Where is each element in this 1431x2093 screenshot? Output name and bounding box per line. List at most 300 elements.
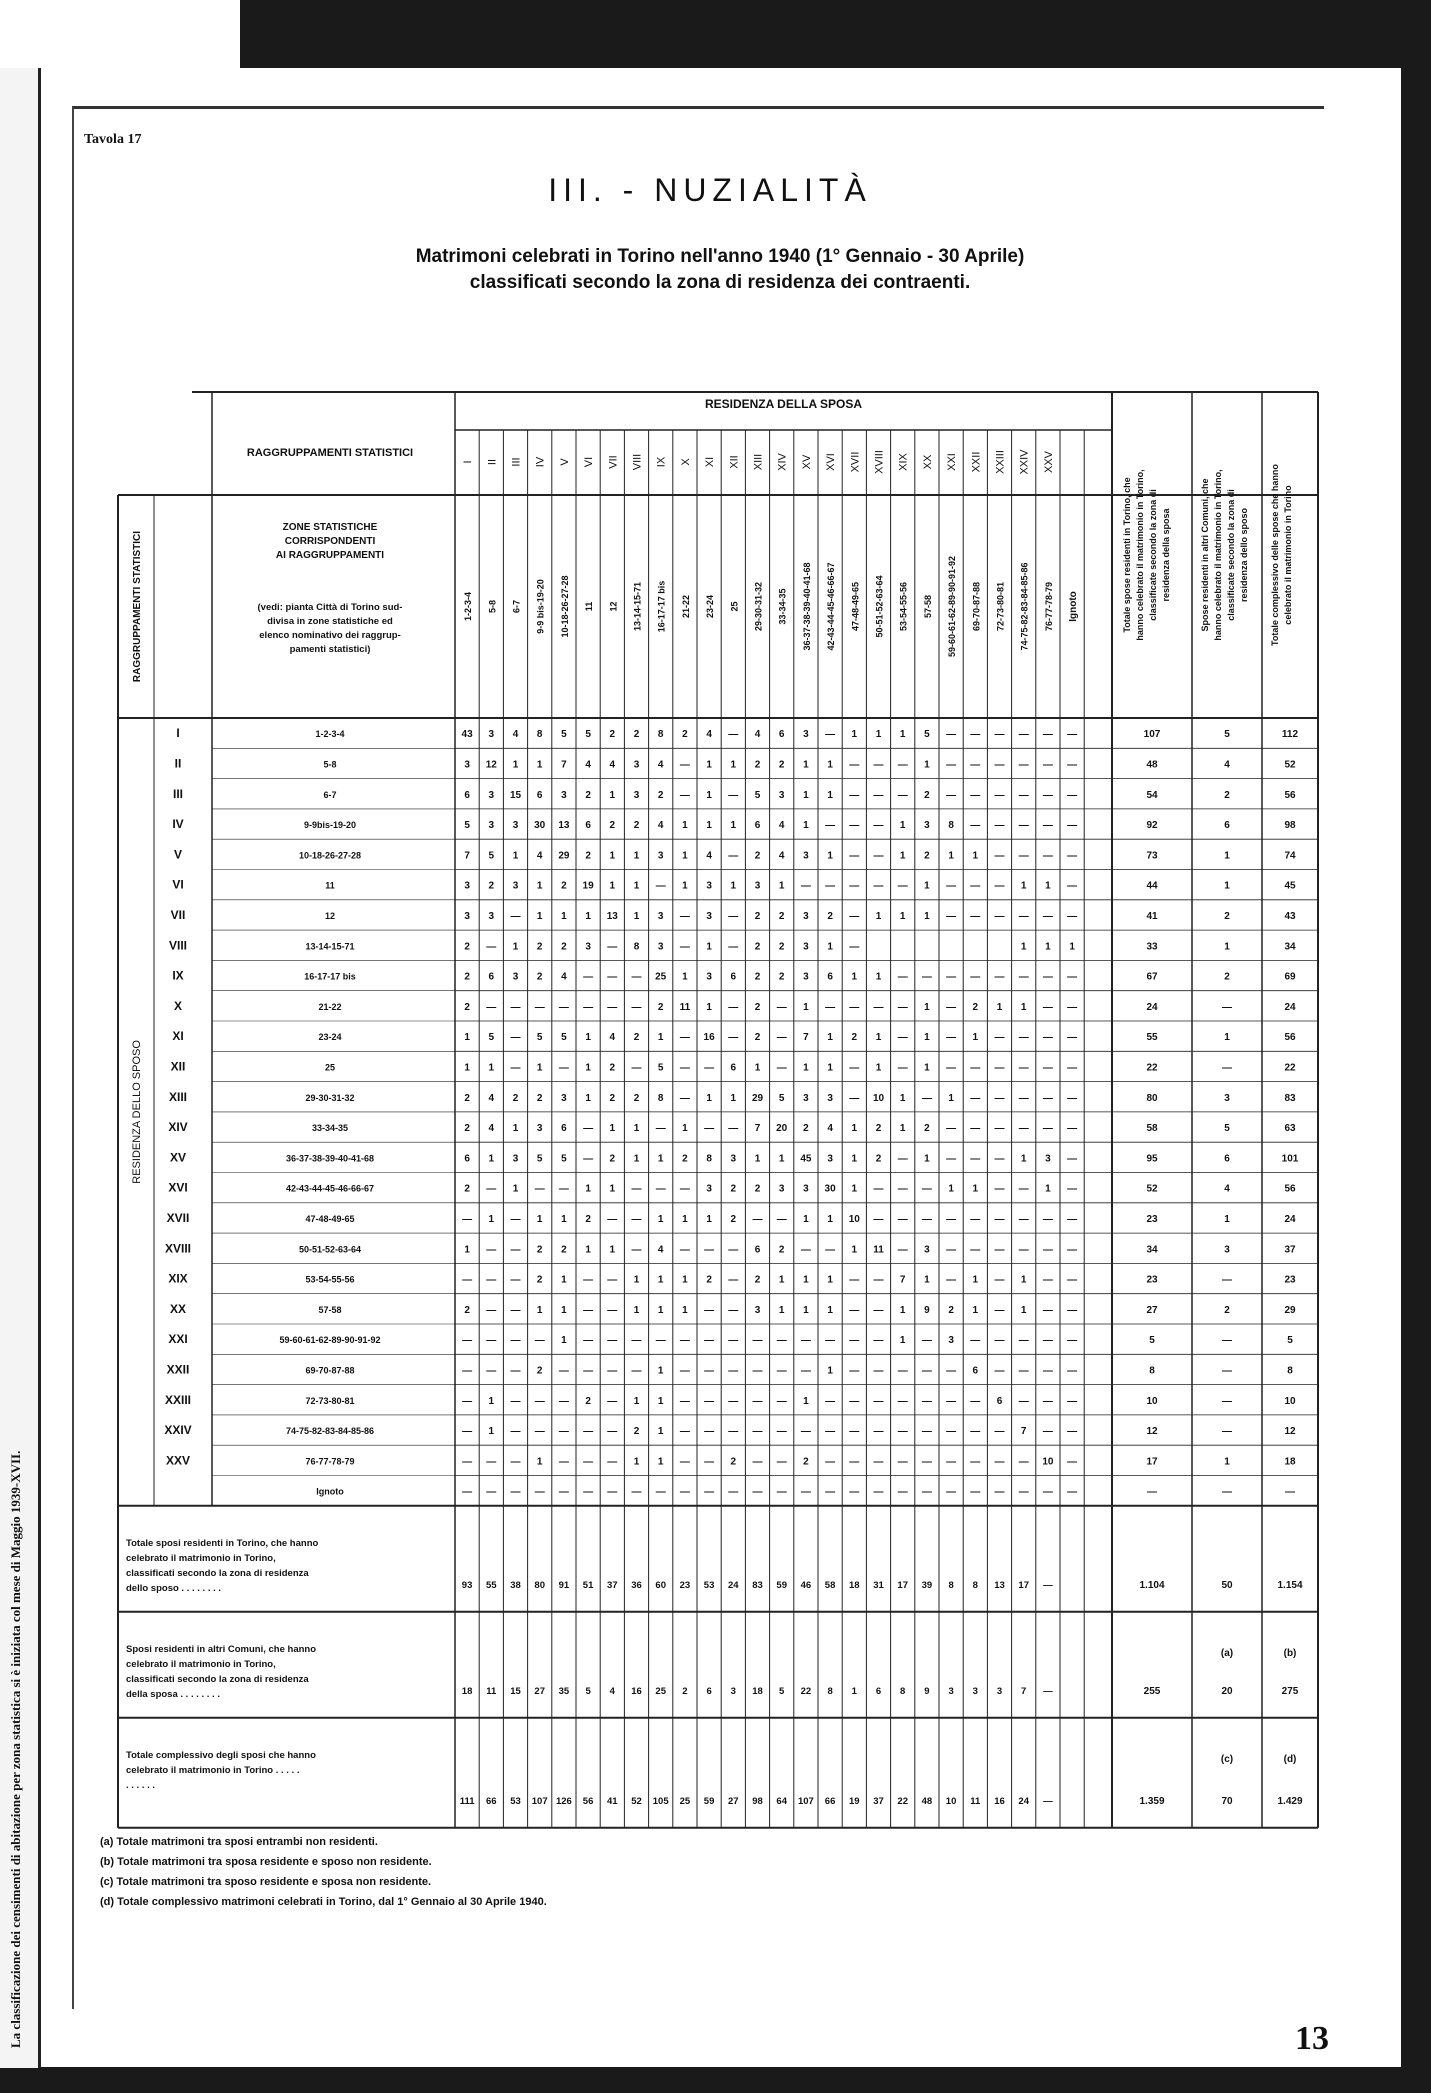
data-cell: 4	[827, 1123, 833, 1135]
data-cell: 1	[778, 1274, 785, 1286]
data-cell: —	[776, 1032, 787, 1044]
column-zones-I: 1-2-3-4	[463, 591, 474, 622]
data-cell: —	[631, 1365, 642, 1377]
data-cell: 1	[851, 971, 858, 983]
data-cell: 2	[754, 910, 761, 922]
data-cell: 5	[488, 1032, 495, 1044]
residenza-sposo-vertical-label: RESIDENZA DELLO SPOSO	[131, 1040, 143, 1184]
data-cell: —	[849, 1365, 860, 1377]
data-cell: —	[1018, 1092, 1029, 1104]
summary-cell: 53	[703, 1579, 715, 1591]
data-cell: 1	[827, 1213, 833, 1225]
data-cell: 1	[899, 1123, 906, 1135]
data-cell: —	[1018, 1244, 1029, 1256]
summary-cell: 25	[679, 1795, 691, 1807]
data-cell: —	[970, 789, 981, 801]
data-cell: —	[583, 1456, 594, 1468]
data-cell: 1	[827, 1365, 833, 1377]
row-altri: 4	[1224, 759, 1230, 771]
zone-header-line: AI RAGGRUPPAMENTI	[275, 550, 385, 561]
data-cell: —	[776, 1365, 787, 1377]
data-cell: 3	[464, 759, 470, 771]
column-roman-I: I	[462, 460, 475, 464]
data-cell: —	[1042, 1123, 1053, 1135]
data-cell: —	[800, 1244, 811, 1256]
column-roman-X: X	[679, 458, 692, 466]
data-cell: —	[679, 1486, 690, 1498]
column-zones-XIII: 29-30-31-32	[753, 581, 764, 632]
row-roman-VIII: VIII	[168, 938, 188, 953]
column-zones-III: 6-7	[511, 599, 522, 614]
data-cell: —	[728, 1426, 739, 1438]
data-cell: —	[800, 880, 811, 892]
data-cell: —	[655, 1486, 666, 1498]
summary-cell: 18	[849, 1579, 860, 1591]
data-cell: —	[679, 759, 690, 771]
data-cell: —	[1067, 1335, 1078, 1347]
data-cell: 6	[561, 1123, 567, 1135]
data-cell: 2	[730, 1213, 737, 1225]
data-cell: 2	[536, 1244, 543, 1256]
summary-cell: —	[1043, 1685, 1053, 1697]
data-cell: 3	[561, 1092, 567, 1104]
data-cell: 1	[512, 759, 519, 771]
row-altri: 5	[1224, 1123, 1230, 1135]
tot-complessivo-header: celebrato il matrimonio in Torino	[1283, 485, 1293, 625]
data-cell: —	[873, 1213, 884, 1225]
column-roman-XV: XV	[800, 454, 813, 470]
row-total: 24	[1146, 1001, 1158, 1013]
data-cell: —	[897, 1426, 908, 1438]
row-altri: —	[1222, 1274, 1232, 1286]
column-roman-XIII: XIII	[752, 453, 765, 471]
column-zones-XVIII: 50-51-52-63-64	[874, 575, 885, 638]
data-cell: 8	[706, 1153, 712, 1165]
data-cell: —	[462, 1274, 473, 1286]
data-cell: —	[728, 789, 739, 801]
data-cell: —	[510, 1395, 521, 1407]
row-roman-XIII: XIII	[168, 1089, 188, 1104]
data-cell: 13	[606, 910, 618, 922]
data-cell: —	[607, 1213, 618, 1225]
data-cell: —	[534, 1335, 545, 1347]
data-cell: 1	[899, 910, 906, 922]
data-cell: —	[558, 1426, 569, 1438]
data-cell: —	[1018, 1456, 1029, 1468]
column-zones-XI: 23-24	[705, 594, 716, 619]
data-cell: —	[921, 1486, 932, 1498]
data-cell: —	[1018, 971, 1029, 983]
summary-total: 255	[1143, 1685, 1161, 1697]
data-cell: —	[534, 1001, 545, 1013]
data-cell: 3	[803, 971, 809, 983]
data-cell: 1	[803, 1062, 809, 1074]
row-complessivo: 45	[1284, 880, 1296, 892]
data-cell: 1	[464, 1032, 470, 1044]
data-cell: —	[921, 1426, 932, 1438]
row-roman-III: III	[172, 786, 184, 801]
data-cell: 7	[464, 850, 470, 862]
summary-cell: 38	[510, 1579, 521, 1591]
data-cell: 3	[827, 1092, 833, 1104]
data-cell: 1	[803, 1304, 809, 1316]
data-cell: 2	[561, 941, 567, 953]
summary-cell: 105	[652, 1795, 669, 1807]
data-cell: 1	[730, 759, 737, 771]
data-cell: 1	[609, 789, 616, 801]
data-cell: —	[1042, 1092, 1053, 1104]
data-cell: 1	[536, 1456, 543, 1468]
data-cell: —	[728, 910, 739, 922]
data-cell: —	[607, 1426, 618, 1438]
data-cell: —	[776, 1426, 787, 1438]
data-cell: —	[994, 1183, 1005, 1195]
data-cell: —	[679, 1032, 690, 1044]
row-zones: 6-7	[323, 789, 337, 800]
row-altri: —	[1222, 1426, 1232, 1438]
column-roman-XXI: XXI	[946, 453, 959, 471]
data-cell: —	[994, 1274, 1005, 1286]
data-cell: —	[679, 1335, 690, 1347]
row-total: 44	[1146, 880, 1158, 892]
data-cell: —	[849, 789, 860, 801]
summary-cell: 9	[924, 1685, 930, 1697]
data-cell: —	[679, 1426, 690, 1438]
data-cell: 1	[512, 850, 519, 862]
data-cell: 6	[996, 1395, 1003, 1407]
row-total: 73	[1146, 850, 1158, 862]
row-altri: 3	[1224, 1244, 1230, 1256]
column-roman-VI: VI	[583, 456, 596, 468]
row-roman-XXIV: XXIV	[164, 1423, 192, 1438]
data-cell: —	[583, 1426, 594, 1438]
row-complessivo: 24	[1284, 1001, 1296, 1013]
data-cell: 3	[488, 820, 495, 832]
data-cell: —	[1067, 1062, 1078, 1074]
data-cell: —	[873, 1183, 884, 1195]
data-cell: 2	[827, 910, 833, 922]
row-complessivo: 69	[1284, 971, 1296, 983]
data-cell: —	[1067, 1213, 1078, 1225]
data-cell: —	[994, 1092, 1005, 1104]
data-cell: —	[970, 1486, 981, 1498]
data-cell: 1	[778, 880, 785, 892]
data-cell: 3	[1045, 1153, 1051, 1165]
row-zones: 23-24	[318, 1032, 342, 1043]
row-complessivo: 37	[1284, 1244, 1296, 1256]
data-cell: —	[462, 1365, 473, 1377]
data-cell: 2	[464, 1092, 470, 1104]
data-cell: 1	[1020, 1153, 1027, 1165]
data-cell: 2	[609, 1092, 616, 1104]
column-roman-XI: XI	[704, 456, 717, 468]
data-cell: —	[849, 1395, 860, 1407]
data-cell: —	[1042, 1062, 1053, 1074]
data-cell: 1	[609, 1244, 616, 1256]
data-cell: —	[849, 759, 860, 771]
data-cell: —	[825, 729, 836, 741]
row-zones: 12	[324, 910, 336, 921]
data-cell: 3	[730, 1153, 737, 1165]
data-cell: 1	[585, 910, 591, 922]
data-cell: —	[970, 880, 981, 892]
column-zones-XVII: 47-48-49-65	[850, 581, 861, 632]
data-cell: —	[1042, 1032, 1053, 1044]
zone-note-line: (vedi: pianta Città di Torino sud-	[257, 602, 403, 613]
summary-cell: 5	[779, 1685, 785, 1697]
data-cell: 6	[754, 820, 761, 832]
data-cell: 1	[972, 1032, 979, 1044]
data-cell: 30	[824, 1183, 836, 1195]
summary-cell: 27	[728, 1795, 739, 1807]
data-cell: 3	[754, 880, 761, 892]
data-cell: —	[486, 1274, 497, 1286]
data-cell: —	[1018, 1183, 1029, 1195]
column-zones-XXI: 59-60-61-62-89-90-91-92	[947, 555, 958, 658]
data-cell: 1	[657, 1426, 664, 1438]
data-cell: —	[873, 1426, 884, 1438]
data-cell: 1	[1020, 1304, 1027, 1316]
data-cell: 1	[875, 1032, 882, 1044]
data-cell: —	[534, 1183, 545, 1195]
summary-cell: 111	[459, 1795, 475, 1807]
data-cell: —	[510, 1244, 521, 1256]
data-cell: —	[1067, 820, 1078, 832]
summary-cell: 39	[921, 1579, 933, 1591]
data-cell: —	[1067, 1365, 1078, 1377]
data-cell: 1	[803, 1213, 809, 1225]
summary-label-line: dello sposo . . . . . . . .	[126, 1582, 222, 1594]
data-cell: 5	[561, 729, 567, 741]
data-cell: —	[994, 1486, 1005, 1498]
row-altri: 2	[1224, 1304, 1230, 1316]
summary-cell: 6	[706, 1685, 712, 1697]
data-cell: 2	[633, 1032, 640, 1044]
data-cell: 1	[633, 880, 640, 892]
data-cell: —	[704, 1365, 715, 1377]
summary-label-line: celebrato il matrimonio in Torino,	[126, 1658, 276, 1670]
data-cell: 1	[803, 1395, 809, 1407]
column-roman-XIV: XIV	[776, 453, 789, 471]
subtitle-line-2: classificati secondo la zona di residenza dei contraenti.	[469, 272, 971, 293]
column-zones-X: 21-22	[680, 594, 691, 619]
summary-cell: 37	[873, 1795, 884, 1807]
data-cell: —	[704, 1456, 715, 1468]
data-cell: 1	[972, 1274, 979, 1286]
data-cell: —	[486, 1365, 497, 1377]
data-cell: —	[897, 1486, 908, 1498]
data-cell: 1	[851, 1123, 858, 1135]
data-cell: —	[1018, 1213, 1029, 1225]
data-cell: 4	[488, 1123, 495, 1135]
data-cell: 1	[536, 880, 543, 892]
data-cell: —	[486, 1304, 497, 1316]
data-cell: 2	[464, 1001, 470, 1013]
data-cell: 1	[682, 1213, 688, 1225]
data-cell: 6	[730, 1062, 737, 1074]
row-total: 27	[1146, 1304, 1158, 1316]
data-cell: 1	[924, 1153, 930, 1165]
summary-cell: 107	[797, 1795, 814, 1807]
data-cell: 2	[464, 1304, 470, 1316]
data-cell: —	[970, 1395, 981, 1407]
data-cell: —	[510, 1456, 521, 1468]
data-cell: —	[1018, 1335, 1029, 1347]
data-cell: —	[994, 1153, 1005, 1165]
data-cell: 1	[706, 941, 712, 953]
zone-note-line: divisa in zone statistiche ed	[267, 616, 393, 627]
column-zones-XVI: 42-43-44-45-46-66-67	[826, 562, 837, 651]
data-cell: —	[776, 1456, 787, 1468]
data-cell: —	[873, 820, 884, 832]
data-cell: —	[946, 1213, 957, 1225]
data-cell: —	[970, 1335, 981, 1347]
summary-cell: 51	[582, 1579, 594, 1591]
data-cell: —	[970, 1123, 981, 1135]
data-cell: —	[655, 1335, 666, 1347]
data-cell: 6	[464, 1153, 470, 1165]
data-cell: —	[970, 759, 981, 771]
data-cell: —	[534, 1395, 545, 1407]
data-cell: —	[752, 1426, 763, 1438]
data-cell: —	[946, 1426, 957, 1438]
summary-cell: 23	[679, 1579, 691, 1591]
row-roman-XVIII: XVIII	[164, 1241, 192, 1256]
data-cell: —	[897, 1395, 908, 1407]
data-cell: —	[897, 1213, 908, 1225]
data-cell: 2	[633, 1426, 640, 1438]
data-cell: —	[510, 910, 521, 922]
data-cell: 2	[803, 1123, 809, 1135]
data-cell: 11	[679, 1001, 691, 1013]
data-cell: 4	[754, 729, 761, 741]
data-cell: —	[1067, 1123, 1078, 1135]
data-cell: —	[873, 1304, 884, 1316]
data-cell: —	[1042, 759, 1053, 771]
summary-cell: 58	[824, 1579, 836, 1591]
data-cell: 3	[706, 1183, 712, 1195]
data-cell: 1	[730, 1092, 737, 1104]
data-cell: —	[849, 1062, 860, 1074]
data-cell: 10	[848, 1213, 860, 1225]
column-zones-VII: 12	[608, 601, 619, 612]
data-cell: 2	[754, 1274, 761, 1286]
data-cell: —	[873, 880, 884, 892]
column-zones-V: 10-18-26-27-28	[559, 575, 570, 638]
summary-cell: 8	[948, 1579, 954, 1591]
data-cell: 1	[657, 1032, 664, 1044]
summary-cell: 16	[631, 1685, 642, 1697]
data-cell: 2	[536, 1274, 543, 1286]
data-cell: 1	[730, 880, 737, 892]
tot-complessivo-header: Totale complessivo delle spose che hanno	[1270, 464, 1280, 646]
data-cell: —	[704, 1244, 715, 1256]
row-roman-XV: XV	[169, 1150, 187, 1165]
column-roman-XII: XII	[728, 455, 741, 469]
summary-label-line: della sposa . . . . . . . .	[126, 1688, 220, 1700]
data-cell: —	[800, 1486, 811, 1498]
column-roman-XVII: XVII	[849, 451, 862, 473]
data-cell: —	[897, 789, 908, 801]
data-cell: —	[849, 1092, 860, 1104]
data-cell: 2	[754, 759, 761, 771]
data-cell: 6	[536, 789, 543, 801]
data-cell: —	[970, 820, 981, 832]
data-cell: —	[1018, 850, 1029, 862]
data-cell: —	[946, 1365, 957, 1377]
data-cell: 1	[657, 1456, 664, 1468]
row-complessivo: 12	[1284, 1426, 1296, 1438]
data-cell: 5	[464, 820, 470, 832]
data-cell: —	[921, 1456, 932, 1468]
data-cell: 1	[561, 1304, 567, 1316]
data-cell: 1	[803, 1001, 809, 1013]
data-cell: —	[1018, 910, 1029, 922]
data-cell: —	[607, 1486, 618, 1498]
data-cell: 1	[657, 1153, 664, 1165]
data-cell: —	[897, 1244, 908, 1256]
data-cell: 3	[633, 789, 640, 801]
summary-altri: 70	[1221, 1795, 1233, 1807]
row-total: 52	[1146, 1183, 1158, 1195]
data-cell: —	[583, 1365, 594, 1377]
data-cell: —	[897, 971, 908, 983]
data-cell: 1	[827, 1304, 833, 1316]
spose-altri-comuni-header: classificate secondo la zona di	[1226, 489, 1236, 621]
data-cell: —	[921, 1183, 932, 1195]
data-cell: 3	[803, 1092, 809, 1104]
row-complessivo: 23	[1284, 1274, 1296, 1286]
data-cell: 2	[609, 820, 616, 832]
row-altri: 2	[1224, 789, 1230, 801]
data-cell: —	[752, 1486, 763, 1498]
data-cell: —	[849, 1426, 860, 1438]
data-cell: 10	[1042, 1456, 1054, 1468]
row-total: 10	[1146, 1395, 1158, 1407]
data-cell: —	[486, 1335, 497, 1347]
data-cell: 7	[561, 759, 567, 771]
data-cell: 2	[754, 850, 761, 862]
data-cell: —	[849, 820, 860, 832]
row-zones: 69-70-87-88	[305, 1365, 355, 1376]
data-cell: 2	[464, 971, 470, 983]
data-cell: 1	[536, 1213, 543, 1225]
data-cell: 7	[1020, 1426, 1027, 1438]
data-cell: —	[728, 1335, 739, 1347]
data-cell: 1	[585, 1244, 591, 1256]
data-cell: —	[849, 1274, 860, 1286]
column-zones-II: 5-8	[487, 599, 498, 614]
data-cell: —	[486, 1456, 497, 1468]
column-zones-XIX: 53-54-55-56	[898, 581, 909, 632]
row-roman-VII: VII	[170, 907, 186, 922]
row-altri: —	[1222, 1486, 1232, 1498]
data-cell: —	[1067, 1456, 1078, 1468]
data-cell: —	[946, 880, 957, 892]
data-cell: 7	[899, 1274, 906, 1286]
data-cell: —	[728, 1365, 739, 1377]
data-cell: —	[825, 1244, 836, 1256]
data-cell: —	[994, 1213, 1005, 1225]
summary-total: 1.359	[1139, 1795, 1165, 1807]
data-cell: —	[897, 1062, 908, 1074]
column-zones-XXV: 76-77-78-79	[1043, 581, 1054, 632]
data-cell: 1	[585, 1092, 591, 1104]
summary-cell: 7	[1021, 1685, 1027, 1697]
data-cell: —	[583, 1486, 594, 1498]
data-cell: —	[1018, 1395, 1029, 1407]
row-zones: 57-58	[318, 1304, 342, 1315]
